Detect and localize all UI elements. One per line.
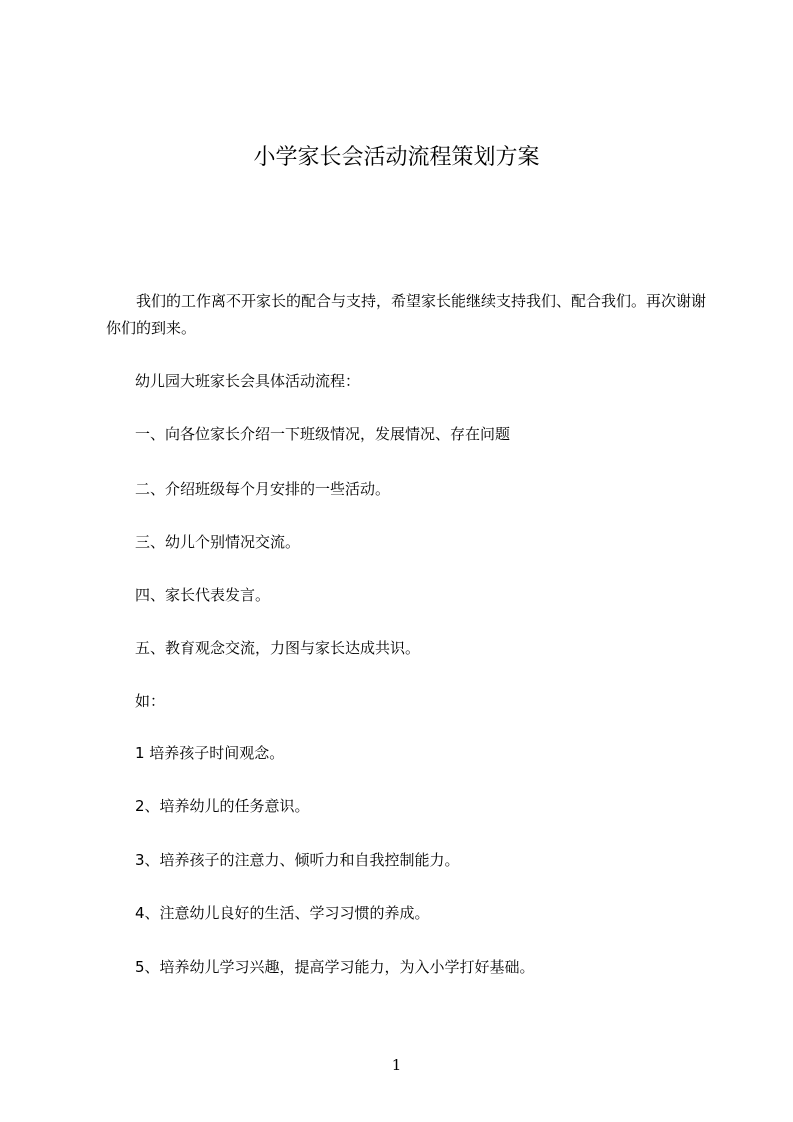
flow-item-3: 三、幼儿个别情况交流。 [135,533,301,551]
example-item-3: 3、培养孩子的注意力、倾听力和自我控制能力。 [135,851,460,869]
example-item-5: 5、培养幼儿学习兴趣，提高学习能力，为入小学打好基础。 [135,958,535,976]
flow-item-5: 五、教育观念交流，力图与家长达成共识。 [135,639,421,657]
flow-item-2: 二、介绍班级每个月安排的一些活动。 [135,480,391,498]
flow-heading: 幼儿园大班家长会具体活动流程： [135,372,361,390]
document-title: 小学家长会活动流程策划方案 [253,145,540,170]
example-item-2: 2、培养幼儿的任务意识。 [135,797,310,815]
example-item-4: 4、注意幼儿良好的生活、学习习惯的养成。 [135,904,430,922]
intro-paragraph: 我们的工作离不开家长的配合与支持，希望家长能继续支持我们、配合我们。再次谢谢你们的到来。 [106,292,707,337]
page-number: 1 [391,1056,402,1074]
example-item-1: 1 培养孩子时间观念。 [135,744,285,762]
flow-item-4: 四、家长代表发言。 [135,586,271,604]
example-label: 如： [135,692,166,710]
flow-item-1: 一、向各位家长介绍一下班级情况，发展情况、存在问题 [135,425,511,443]
